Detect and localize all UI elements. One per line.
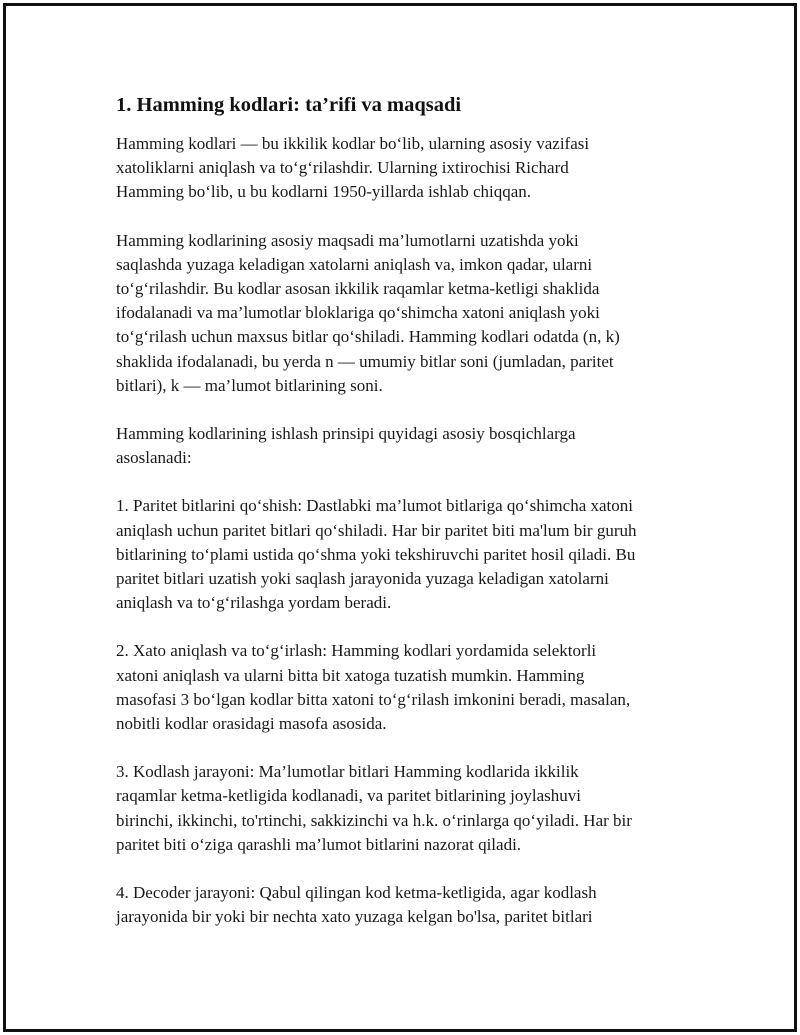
paragraph-step-1-parity: 1. Paritet bitlarini qo‘shish: Dastlabki ma’lumot bitlariga qo‘shimcha xatoni aniqlash uchun paritet bitlari qo‘shiladi. Har bir paritet biti ma'lum bir guruh bitlarining to‘plami ustida qo‘shma yoki tekshiruvchi paritet hosil qiladi. Bu paritet bitlari uzatish yoki saqlash jarayonida yuzaga keladigan xatolarni aniqlash va to‘g‘rilashga yordam beradi. — [116, 496, 637, 613]
document-body — [116, 91, 696, 953]
paragraph-purpose: Hamming kodlarining asosiy maqsadi ma’lumotlarni uzatishda yoki saqlashda yuzaga keladigan xatolarni aniqlash va, imkon qadar, ularni to‘g‘rilashdir. Bu kodlar asosan ikkilik raqamlar ketma-ketligi shaklida ifodalanadi va ma’lumotlar bloklariga qo‘shimcha xatoni aniqlash yoki to‘g‘rilash uchun maxsus bitlar qo‘shiladi. Hamming kodlari odatda (n, k) shaklida ifodalanadi, bu yerda n — umumiy bitlar soni (jumladan, paritet bitlari), k — ma’lumot bitlarining soni. — [116, 230, 620, 395]
paragraph-step-3-encoding: 3. Kodlash jarayoni: Ma’lumotlar bitlari Hamming kodlarida ikkilik raqamlar ketma-ketligida kodlanadi, va paritet bitlarining joylashuvi birinchi, ikkinchi, to'rtinchi, sakkizinchi va h.k. o‘rinlarga qo‘yiladi. Har bir paritet biti o‘ziga qarashli ma’lumot bitlarini nazorat qiladi. — [116, 762, 632, 854]
paragraph-step-2-error-correction: 2. Xato aniqlash va to‘g‘irlash: Hamming kodlari yordamida selektorli xatoni aniqlash va ularni bitta bit xatoga tuzatish mumkin. Hamming masofasi 3 bo‘lgan kodlar bitta xatoni to‘g‘rilash imkonini beradi, masalan, nobitli kodlar orasidagi masofa asosida. — [116, 641, 631, 734]
section-heading: 1. Hamming kodlari: ta’rifi va maqsadi — [116, 94, 462, 116]
paragraph-step-4-decoder: 4. Decoder jarayoni: Qabul qilingan kod ketma-ketligida, agar kodlash jarayonida bir yoki bir nechta xato yuzaga kelgan bo'lsa, paritet bitlari — [116, 883, 597, 927]
paragraph-principle-intro: Hamming kodlarining ishlash prinsipi quyidagi asosiy bosqichlarga asoslanadi: — [116, 424, 576, 468]
paragraph-definition: Hamming kodlari — bu ikkilik kodlar bo‘lib, ularning asosiy vazifasi xatoliklarni aniqlash va to‘g‘rilashdir. Ularning ixtirochisi Richard Hamming bo‘lib, u bu kodlarni 1950-yillarda ishlab chiqqan. — [116, 134, 590, 202]
